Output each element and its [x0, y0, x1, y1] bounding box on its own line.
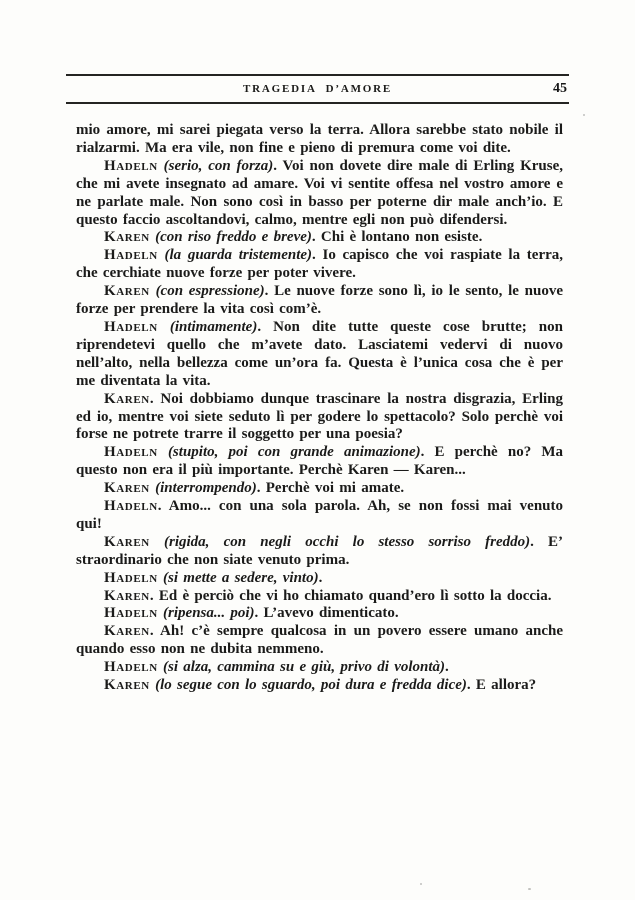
dialogue-text	[150, 534, 164, 550]
paragraph	[76, 444, 563, 480]
paragraph	[76, 480, 563, 498]
scan-speckle	[583, 114, 585, 116]
character-name: Hadeln	[104, 498, 158, 515]
paragraph	[76, 498, 563, 534]
running-header	[66, 74, 569, 104]
character-name: Karen	[104, 390, 150, 407]
character-name: Karen	[104, 677, 150, 694]
character-name: Karen	[104, 587, 150, 604]
stage-direction: (ripensa... poi)	[163, 605, 255, 622]
paragraph	[76, 391, 563, 445]
dialogue-text: . Voi non dovete dire male di Erling Kruse, che mi avete insegnato ad amare. Voi vi sentite offesa nel vostro amore e ne parlate male. Non sono così in basso per poterne dir male anch’io. E questo faccio ascoltandovi, calmo, mentre egli non può difendersi.	[76, 157, 563, 228]
paragraph	[76, 534, 563, 570]
stage-direction: (stupito, poi con grande animazione)	[167, 444, 421, 461]
page-number: 45	[553, 81, 567, 96]
character-name: Karen	[104, 283, 150, 300]
dialogue-text: . Chi è lontano non esiste.	[311, 229, 483, 246]
stage-direction: (serio, con forza)	[163, 157, 274, 174]
dialogue-text: . Ah! c’è sempre qualcosa in un povero essere umano anche quando esso non ne dubita nemmeno.	[76, 623, 563, 658]
stage-direction: (si alza, cammina su e giù, privo di volontà)	[163, 659, 446, 676]
character-name: Hadeln	[104, 659, 158, 676]
dialogue-text: . Noi dobbiamo dunque trascinare la nostra disgrazia, Erling ed io, mentre voi siete seduto lì per godere lo spettacolo? Solo perchè voi forse ne potrete trarre il soggetto per una poesia?	[76, 390, 563, 443]
paragraph	[76, 283, 563, 319]
paragraph	[76, 229, 563, 247]
dialogue-text	[158, 444, 168, 460]
character-name: Karen	[104, 480, 150, 497]
paragraph	[76, 623, 563, 659]
paragraph	[76, 659, 563, 677]
running-header-title: TRAGEDIA D’AMORE	[243, 83, 392, 95]
dialogue-text: mio amore, mi sarei piegata verso la terra. Allora sarebbe stato nobile il rialzarmi. Ma era vile, non fine e pieno di premura come voi dite.	[76, 122, 563, 156]
paragraph	[76, 247, 563, 283]
scan-speckle	[528, 888, 531, 890]
stage-direction: (si mette a sedere, vinto)	[163, 569, 319, 586]
character-name: Karen	[104, 533, 150, 550]
stage-direction: (rigida, con negli occhi lo stesso sorriso freddo)	[164, 533, 531, 550]
stage-direction: (la guarda tristemente)	[164, 247, 313, 264]
character-name: Karen	[104, 623, 150, 640]
character-name: Hadeln	[104, 318, 158, 335]
paragraph	[76, 319, 563, 391]
dialogue-text: . E allora?	[466, 677, 537, 694]
dialogue-text: . E perchè no? Ma questo non era il più importante. Perchè Karen — Karen...	[76, 444, 564, 479]
header-rule-bottom	[66, 102, 569, 104]
dialogue-text: . L’avevo dimenticato.	[254, 605, 399, 622]
dialogue-text: . Le nuove forze sono lì, io le sento, le nuove forze per prendere la vita così com’è.	[76, 283, 564, 318]
paragraph	[76, 677, 563, 695]
dialogue-text: . Non dite tutte queste cose brutte; non riprendetevi quello che m’avete dato. Lasciatemi vedervi di nuovo nell’alto, nella bellezza come un’ora fa. Questa è l’unica cosa che è per me diventata la vita.	[76, 318, 563, 389]
scan-speckle	[420, 883, 422, 885]
stage-direction: (intimamente)	[169, 318, 258, 335]
dialogue-text: .	[318, 569, 323, 586]
character-name: Hadeln	[104, 157, 158, 174]
paragraph	[76, 158, 563, 230]
character-name: Karen	[104, 229, 150, 246]
dialogue-text: . E’ straordinario che non siate venuto prima.	[76, 533, 564, 568]
character-name: Hadeln	[104, 605, 158, 622]
paragraph	[76, 588, 563, 606]
paragraph	[76, 605, 563, 623]
dialogue-text: . Io capisco che voi raspiate la terra, che cerchiate nuove forze per poter vivere.	[76, 247, 564, 282]
stage-direction: (con riso freddo e breve)	[155, 229, 312, 246]
dialogue-text: . Amo... con una sola parola. Ah, se non fossi mai venuto qui!	[76, 498, 563, 532]
stage-direction: (lo segue con lo sguardo, poi dura e fredda dice)	[155, 677, 467, 694]
dialogue-text: .	[445, 659, 449, 676]
paragraph	[76, 570, 563, 588]
dialogue-text	[158, 319, 170, 335]
dialogue-text: . Ed è perciò che vi ho chiamato quand’ero lì sotto la doccia.	[149, 587, 552, 604]
character-name: Hadeln	[104, 247, 158, 264]
header-row	[66, 76, 569, 102]
stage-direction: (interrompendo)	[155, 480, 257, 497]
text-body	[76, 122, 563, 695]
stage-direction: (con espressione)	[155, 283, 265, 300]
character-name: Hadeln	[104, 444, 158, 461]
character-name: Hadeln	[104, 569, 158, 586]
paragraph	[76, 122, 563, 158]
dialogue-text: . Perchè voi mi amate.	[256, 480, 405, 497]
